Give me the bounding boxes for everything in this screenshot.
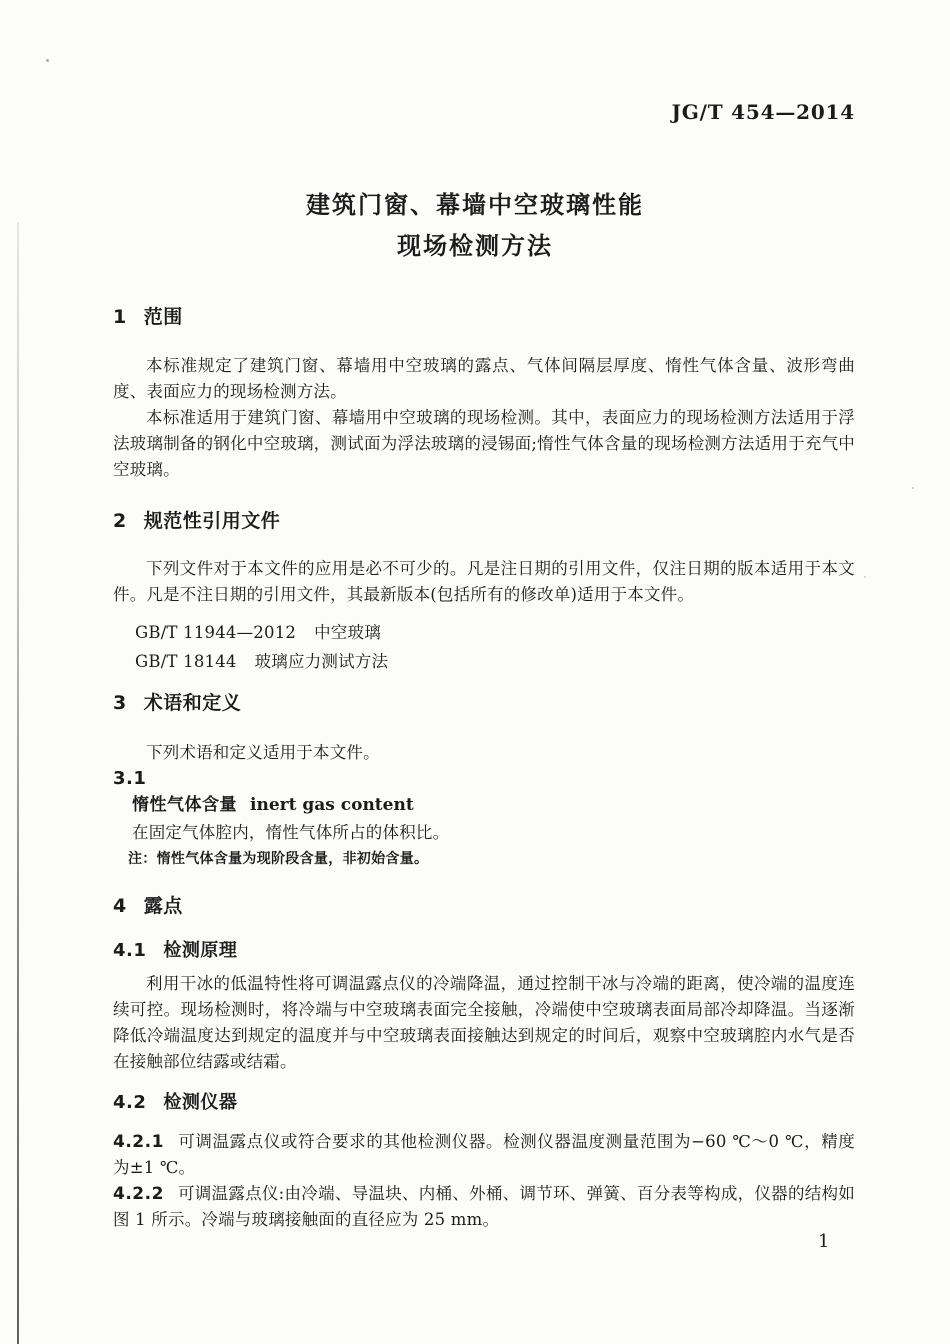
term-english: inert gas content [250,795,414,815]
section-2-heading [113,508,855,534]
clause-4-1-body [113,971,855,1075]
document-title [0,185,950,267]
section-2-number: 2 [113,510,127,532]
reference-title: 中空玻璃 [314,623,381,642]
paragraph-detection-principle: 利用干冰的低温特性将可调温露点仪的冷端降温，通过控制干冰与冷端的距离，使冷端的温度连续可控。现场检测时，将冷端与中空玻璃表面完全接触，冷端使中空玻璃表面局部冷却降温。当逐渐降低冷端温度达到规定的温度并与中空玻璃表面接触达到规定的时间后，观察中空玻璃腔内水气是否在接触部位结露或结霜。 [113,974,855,1071]
section-1-heading [113,304,855,330]
clause-4-2-number: 4.2 [113,1092,147,1113]
scan-speck [912,487,914,489]
section-1-body [113,353,855,483]
section-2-title: 规范性引用文件 [143,510,281,532]
section-4-number: 4 [113,895,127,917]
paragraph-terms-intro: 下列术语和定义适用于本文件。 [146,743,380,762]
paragraph-scope-2: 本标准适用于建筑门窗、幕墙用中空玻璃的现场检测。其中，表面应力的现场检测方法适用于浮法玻璃制备的钢化中空玻璃，测试面为浮法玻璃的浸锡面;惰性气体含量的现场检测方法适用于充气中空玻璃。 [113,408,855,479]
clause-4-2-2-text: 可调温露点仪:由冷端、导温块、内桶、外桶、调节环、弹簧、百分表等构成，仪器的结构如图 1 所示。冷端与玻璃接触面的直径应为 25 mm。 [113,1184,855,1229]
clause-4-2-body [113,1129,855,1233]
reference-code: GB/T 11944—2012 [135,623,297,642]
document-title-line1: 建筑门窗、幕墙中空玻璃性能 [306,191,644,219]
section-2-body [113,556,855,608]
term-note [113,848,855,870]
reference-item [113,618,855,647]
term-definition-body [113,820,855,846]
page-number-text: 1 [818,1231,830,1252]
paragraph-scope-1: 本标准规定了建筑门窗、幕墙用中空玻璃的露点、气体间隔层厚度、惰性气体含量、波形弯曲度、表面应力的现场检测方法。 [113,356,855,401]
clause-4-2-title: 检测仪器 [163,1092,238,1113]
section-1-number: 1 [113,306,127,328]
clause-4-2-1-number: 4.2.1 [113,1132,164,1152]
section-4-title: 露点 [143,895,183,917]
section-3-heading [113,690,855,716]
section-4-heading [113,893,855,919]
reference-item [113,647,855,676]
clause-4-2-1 [113,1129,855,1181]
paragraph-normative-refs: 下列文件对于本文件的应用是必不可少的。凡是注日期的引用文件，仅注日期的版本适用于本文件。凡是不注日期的引用文件，其最新版本(包括所有的修改单)适用于本文件。 [113,559,855,604]
clause-4-1-title: 检测原理 [163,940,238,961]
document-title-line2: 现场检测方法 [397,232,553,260]
scan-speck [864,576,866,578]
term-definition-text: 在固定气体腔内，惰性气体所占的体积比。 [132,823,450,842]
reference-code: GB/T 18144 [135,652,237,671]
standard-code-text: JG/T 454—2014 [671,100,855,124]
scan-speck [46,59,49,62]
clause-4-2-2-number: 4.2.2 [113,1184,164,1204]
reference-list [113,618,855,676]
scan-edge-artifact [17,222,19,1344]
section-1-title: 范围 [143,306,183,328]
standard-code [113,100,855,124]
clause-4-2-1-text: 可调温露点仪或符合要求的其他检测仪器。检测仪器温度测量范围为−60 ℃～0 ℃，精度为±1 ℃。 [113,1132,855,1177]
clause-4-1-number: 4.1 [113,940,147,961]
term-chinese: 惰性气体含量 [132,795,237,815]
clause-3-1-number-text: 3.1 [113,768,147,789]
page-number [818,1231,829,1252]
term-note-text: 注：惰性气体含量为现阶段含量，非初始含量。 [128,851,429,867]
clause-4-2-2 [113,1181,855,1233]
term-definition-heading [113,792,855,818]
clause-4-1-heading [113,938,855,964]
clause-4-2-heading [113,1090,855,1116]
reference-title: 玻璃应力测试方法 [254,652,389,671]
section-3-number: 3 [113,692,127,714]
section-3-title: 术语和定义 [143,692,242,714]
clause-3-1-number [113,766,855,792]
section-3-body [113,740,855,766]
